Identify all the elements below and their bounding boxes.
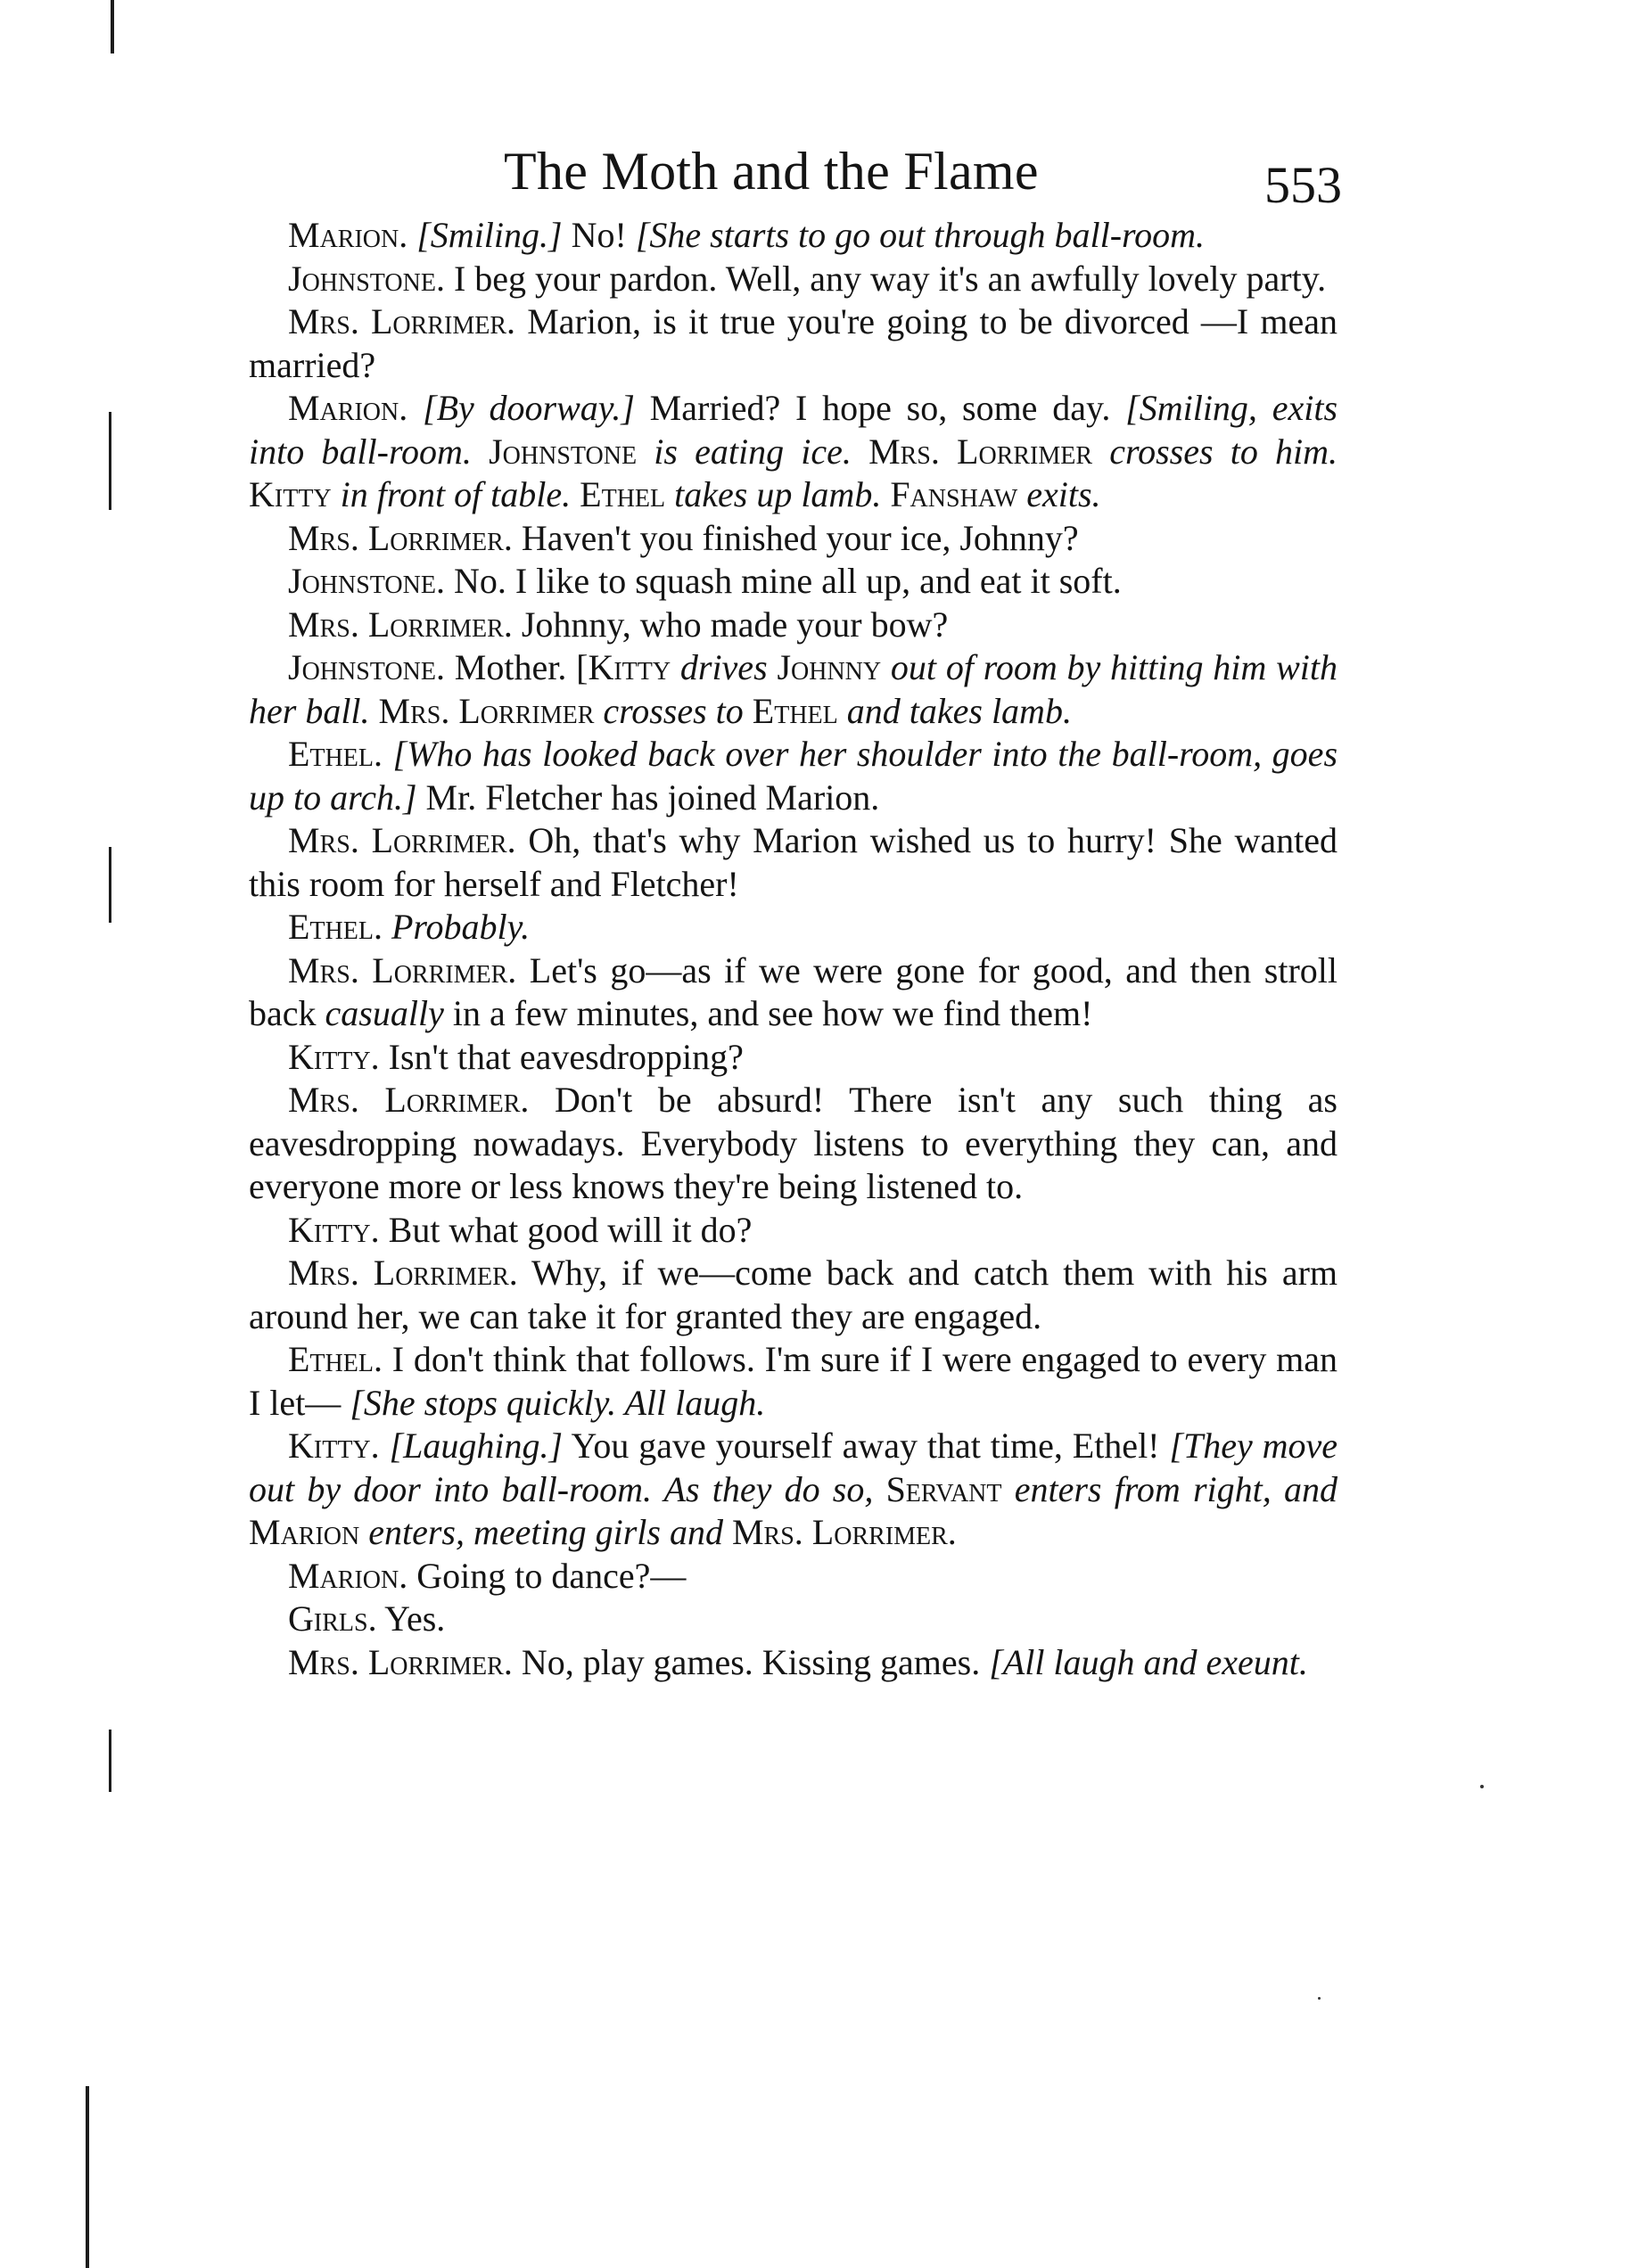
page-header <box>0 141 1638 221</box>
stage-direction: takes up lamb. <box>665 474 891 514</box>
stage-direction: and takes lamb. <box>837 690 1072 731</box>
dialogue-line <box>249 604 1338 647</box>
stage-direction: [She starts to go out through ball-room. <box>635 215 1205 255</box>
speaker-name: Mrs. Lorrimer. <box>288 1641 513 1682</box>
character-name: Fanshaw <box>890 474 1018 514</box>
speaker-name: Mrs. Lorrimer. <box>288 517 513 558</box>
stage-direction: enters from right, and <box>1001 1468 1338 1509</box>
speaker-name: Mrs. Lorrimer. <box>288 604 513 645</box>
spoken-text: No, play games. Kissing games. <box>521 1641 990 1682</box>
speaker-name: Mrs. Lorrimer. <box>288 949 517 990</box>
character-name: Mrs. Lorrimer <box>868 431 1093 472</box>
stage-direction: out of room by hitting him with her ball. <box>249 647 1338 731</box>
speaker-name: Mrs. Lorrimer. <box>288 1253 518 1293</box>
dialogue-line <box>249 1555 1338 1598</box>
dialogue-line <box>249 733 1338 819</box>
dialogue-line <box>249 387 1338 517</box>
speaker-name: Ethel. <box>288 734 383 774</box>
dialogue-line <box>249 1079 1338 1209</box>
dialogue-line <box>249 1598 1338 1641</box>
speaker-name: Kitty. <box>288 1209 380 1250</box>
character-name: Marion <box>249 1512 360 1552</box>
spoken-text: Mr. Fletcher has joined Marion. <box>416 777 880 818</box>
spoken-text: Mother. [ <box>454 647 589 687</box>
stage-direction: in front of table. <box>331 474 580 514</box>
spoken-text: Yes. <box>384 1598 446 1639</box>
speaker-name: Johnstone. <box>288 258 445 299</box>
spoken-text: in a few minutes, and see how we find them! <box>443 993 1093 1033</box>
dialogue-line <box>249 1036 1338 1080</box>
running-title: The Moth and the Flame <box>504 142 1039 201</box>
stage-direction: [She stops quickly. All laugh. <box>350 1382 766 1423</box>
character-name: Mrs. Lorrimer <box>378 690 595 731</box>
speaker-name: Mrs. Lorrimer. <box>288 301 516 341</box>
stage-direction: drives <box>671 647 778 687</box>
dialogue-line <box>249 1641 1338 1685</box>
dialogue-line <box>249 1252 1338 1338</box>
spoken-text: But what good will it do? <box>388 1209 753 1250</box>
character-name: Johnstone <box>489 431 638 472</box>
spoken-text: Don't be absurd! There isn't any such thing as eavesdropping nowadays. Everybody listens to everything they can, and everyone more or less knows they're being listened to. <box>249 1080 1338 1206</box>
spoken-text: Oh, that's why Marion wished us to hurry! She wanted this room for herself and Fletcher! <box>249 820 1338 904</box>
scan-edge-mark <box>109 412 111 510</box>
scan-edge-mark <box>111 0 114 53</box>
character-name: Kitty <box>588 647 671 687</box>
scan-edge-mark <box>109 1730 111 1792</box>
stage-direction: exits. <box>1017 474 1101 514</box>
scan-edge-mark <box>86 2086 89 2268</box>
play-text <box>249 214 1338 1684</box>
character-name: Servant <box>885 1468 1002 1509</box>
character-name: Mrs. Lorrimer. <box>731 1512 957 1552</box>
speaker-name: Johnstone. <box>288 561 445 601</box>
speaker-name: Marion. <box>288 1555 408 1596</box>
stage-direction: casually <box>325 993 444 1033</box>
stage-direction: crosses to him. <box>1092 431 1338 472</box>
speaker-name: Johnstone. <box>288 647 445 687</box>
spoken-text: Isn't that eavesdropping? <box>388 1036 744 1077</box>
speaker-name: Marion. <box>288 215 408 255</box>
dialogue-line <box>249 560 1338 604</box>
speaker-name: Marion. <box>288 388 408 428</box>
scan-edge-mark <box>109 847 111 923</box>
speaker-name: Ethel. <box>288 1339 383 1379</box>
stage-direction: [Who has looked back over her shoulder into the ball-room, goes up to arch.] <box>249 734 1338 818</box>
character-name: Ethel <box>580 474 666 514</box>
stage-direction: is eating ice. <box>637 431 869 472</box>
stage-direction: [Smiling, exits into ball-room. <box>249 388 1338 472</box>
scan-speck <box>1480 1785 1484 1788</box>
speaker-name: Kitty. <box>288 1036 380 1077</box>
stage-direction: crosses to <box>594 690 753 731</box>
spoken-text: I don't think that follows. I'm sure if I were engaged to every man I let— <box>249 1339 1338 1423</box>
spoken-text: Going to dance?— <box>416 1555 687 1596</box>
stage-direction: [They move out by door into ball-room. As they do so, <box>249 1426 1338 1509</box>
spoken-text: Johnny, who made your bow? <box>521 604 949 645</box>
stage-direction: [All laugh and exeunt. <box>989 1641 1308 1682</box>
dialogue-line <box>249 949 1338 1036</box>
dialogue-line <box>249 517 1338 561</box>
stage-direction: [Laughing.] <box>389 1426 564 1466</box>
spoken-text: Married? I hope so, some day. <box>634 388 1126 428</box>
spoken-text: No! <box>562 215 636 255</box>
character-name: Johnny <box>777 647 882 687</box>
character-name: Kitty <box>249 474 332 514</box>
stage-direction: [Smiling.] <box>416 215 563 255</box>
dialogue-line <box>249 1209 1338 1253</box>
dialogue-line <box>249 1338 1338 1425</box>
spoken-text: You gave yourself away that time, Ethel! <box>563 1426 1170 1466</box>
stage-direction: Probably. <box>391 907 531 947</box>
speaker-name: Mrs. Lorrimer. <box>288 820 516 860</box>
dialogue-line <box>249 819 1338 906</box>
spoken-text: I beg your pardon. Well, any way it's an awfully lovely party. <box>453 258 1327 299</box>
stage-direction: [By doorway.] <box>423 388 635 428</box>
dialogue-line <box>249 258 1338 301</box>
scan-speck <box>1318 1997 1321 2000</box>
stage-direction: enters, meeting girls and <box>359 1512 732 1552</box>
page-number: 553 <box>1264 156 1342 214</box>
dialogue-line <box>249 1425 1338 1555</box>
speaker-name: Kitty. <box>288 1426 380 1466</box>
speaker-name: Girls. <box>288 1598 377 1639</box>
dialogue-line <box>249 214 1338 258</box>
spoken-text: Why, if we—come back and catch them with his arm around her, we can take it for granted they are engaged. <box>249 1253 1338 1336</box>
spoken-text: No. I like to squash mine all up, and eat it soft. <box>453 561 1122 601</box>
speaker-name: Ethel. <box>288 907 383 947</box>
character-name: Ethel <box>752 690 838 731</box>
spoken-text: Marion, is it true you're going to be divorced —I mean married? <box>249 301 1338 385</box>
spoken-text: Let's go—as if we were gone for good, and then stroll back <box>249 949 1338 1033</box>
spoken-text: Haven't you finished your ice, Johnny? <box>521 517 1079 558</box>
speaker-name: Mrs. Lorrimer. <box>288 1080 530 1120</box>
dialogue-line <box>249 906 1338 949</box>
dialogue-line <box>249 646 1338 733</box>
dialogue-line <box>249 300 1338 387</box>
